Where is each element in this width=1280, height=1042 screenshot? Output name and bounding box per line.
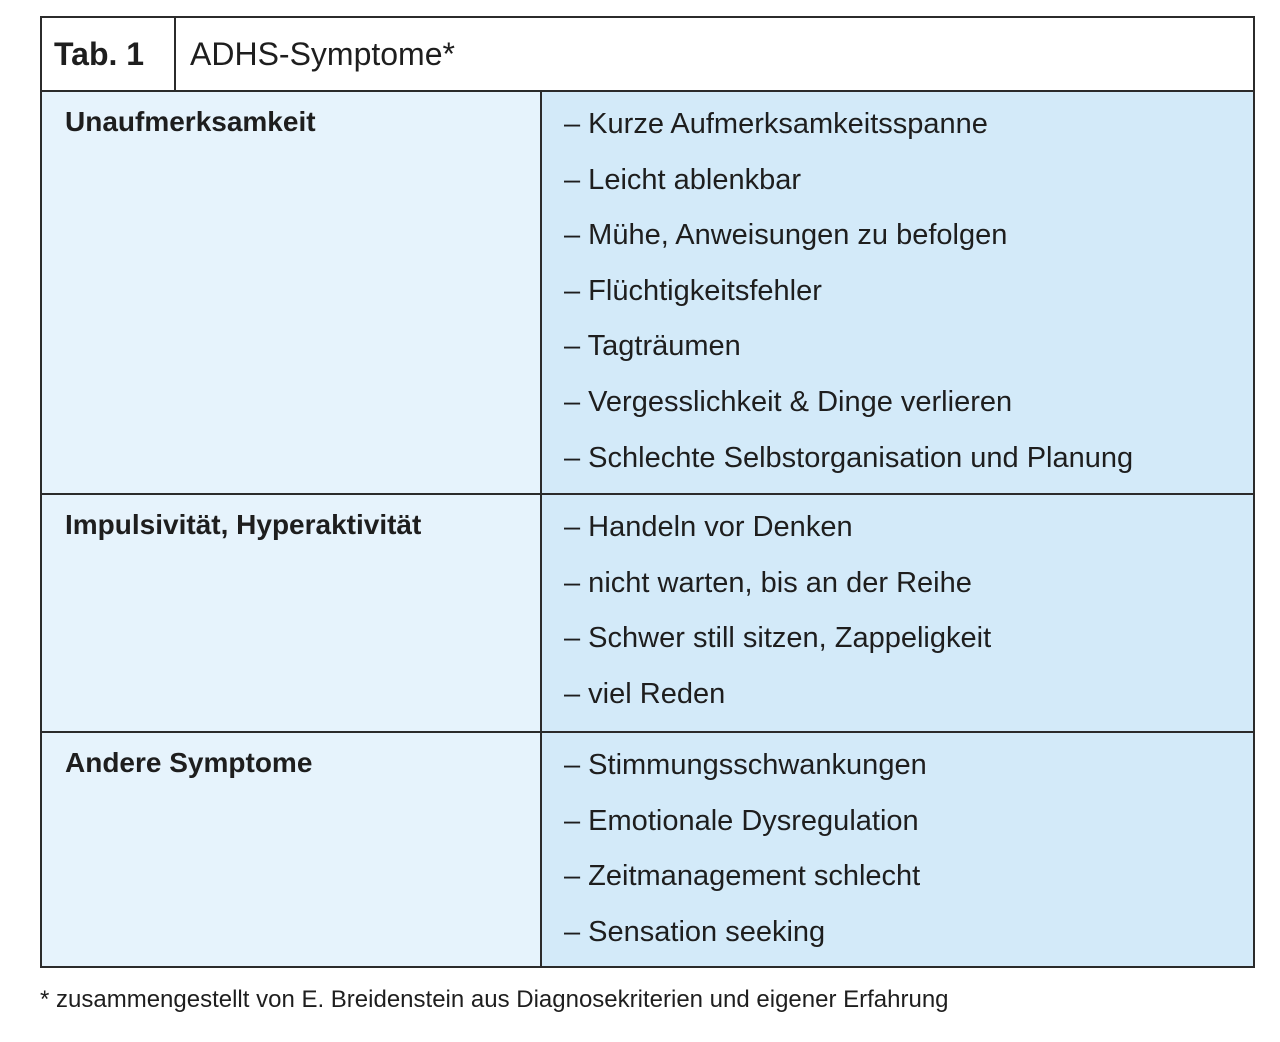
list-item: – Tagträumen (564, 330, 741, 362)
footnote: * zusammengestellt von E. Breidenstein aus Diagnosekriterien und eigener Erfahrung (40, 986, 949, 1013)
list-item: – Leicht ablenkbar (564, 164, 801, 196)
category-label: Unaufmerksamkeit (65, 106, 316, 137)
list-item: – viel Reden (564, 678, 726, 710)
items-cell (542, 495, 1253, 731)
table-row (42, 92, 1253, 495)
list-item: – Schwer still sitzen, Zappeligkeit (564, 622, 992, 654)
category-cell (42, 733, 542, 966)
category-label: Andere Symptome (65, 747, 313, 778)
list-item: – Vergesslichkeit & Dinge verlieren (564, 386, 1013, 418)
table-row (42, 495, 1253, 733)
table-header (42, 18, 1253, 92)
list-item: – Zeitmanagement schlecht (564, 860, 921, 892)
list-item: – Schlechte Selbstorganisation und Planung (564, 442, 1134, 474)
table-title: ADHS-Symptome* (190, 36, 455, 72)
category-label: Impulsivität, Hyperaktivität (65, 509, 422, 540)
table-number: Tab. 1 (42, 18, 176, 90)
list-item: – nicht warten, bis an der Reihe (564, 567, 972, 599)
list-item: – Kurze Aufmerksamkeitsspanne (564, 108, 988, 140)
list-item: – Mühe, Anweisungen zu befolgen (564, 219, 1008, 251)
list-item: – Flüchtigkeitsfehler (564, 275, 822, 307)
symptom-table (40, 16, 1255, 968)
items-cell (542, 92, 1253, 493)
category-cell (42, 495, 542, 731)
table-row (42, 733, 1253, 966)
list-item: – Handeln vor Denken (564, 511, 853, 543)
list-item: – Sensation seeking (564, 916, 826, 948)
list-item: – Stimmungsschwankungen (564, 749, 927, 781)
category-cell (42, 92, 542, 493)
items-cell (542, 733, 1253, 966)
list-item: – Emotionale Dysregulation (564, 805, 919, 837)
